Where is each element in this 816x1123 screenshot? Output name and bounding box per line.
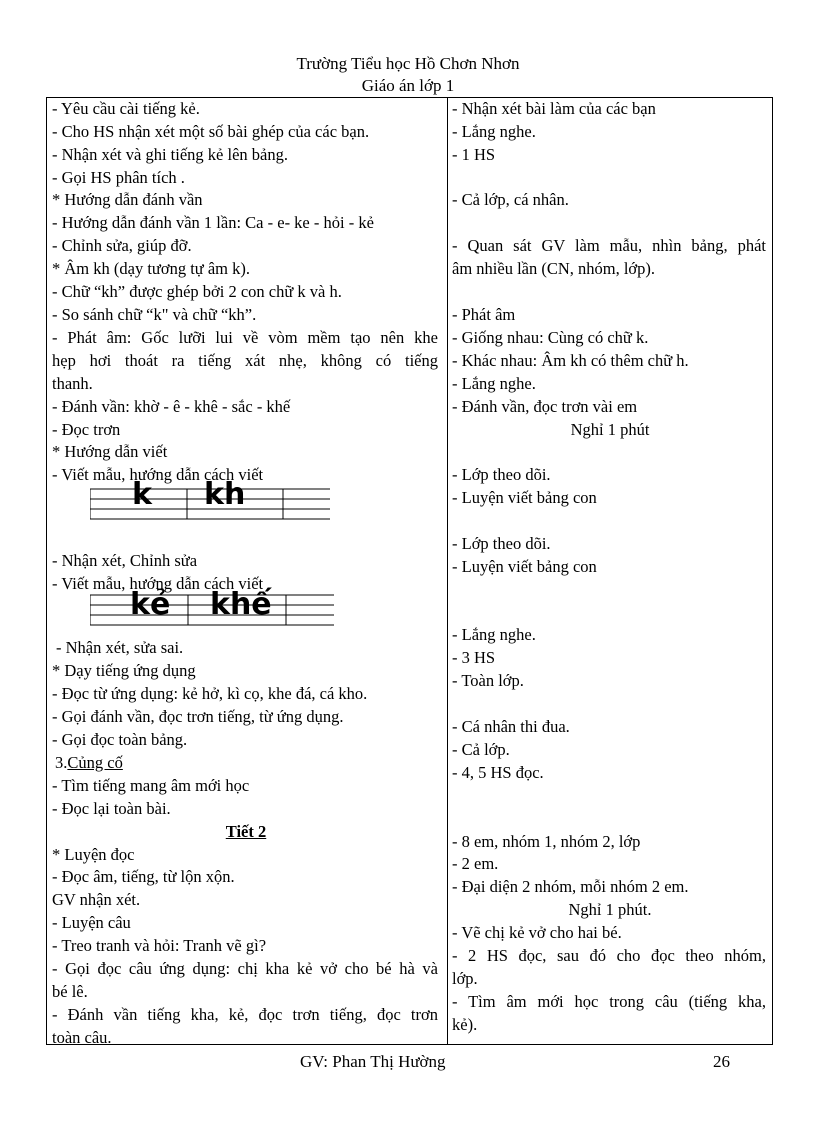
text-line: - Cho HS nhận xét một số bài ghép của các bạn. (52, 122, 370, 141)
school-name: Trường Tiểu học Hồ Chơn Nhơn (296, 54, 520, 73)
text-line: - Luyện viết bảng con (452, 488, 597, 507)
text-line: - 2 HS đọc, sau đó cho đọc theo nhóm, (452, 946, 766, 965)
text-line: - 1 HS (452, 145, 496, 164)
text-line: - Yêu cầu cài tiếng kẻ. (52, 99, 200, 118)
text-line: - Viết mẫu, hướng dẫn cách viết (52, 574, 264, 593)
text-line: - Đọc âm, tiếng, từ lộn xộn. (52, 867, 235, 886)
text-line: * Âm kh (dạy tương tự âm k). (52, 259, 250, 278)
text-line: - Phát âm (452, 305, 516, 324)
text-line: - So sánh chữ “k" và chữ “kh”. (52, 305, 257, 324)
text-line: - Gọi đọc câu ứng dụng: chị kha kẻ vở cho bé hà và (52, 959, 438, 978)
text-line: - Đọc trơn (52, 420, 121, 439)
text-line: âm nhiều lần (CN, nhóm, lớp). (452, 259, 656, 278)
text-line: kẻ). (452, 1015, 478, 1034)
text-line: hẹp hơi thoát ra tiếng xát nhẹ, không có tiếng (52, 351, 438, 370)
break-note: Nghỉ 1 phút (570, 420, 650, 439)
text-line: - 4, 5 HS đọc. (452, 763, 544, 782)
sample-word: khế (210, 587, 272, 622)
period-heading: Tiết 2 (225, 822, 267, 841)
text-line: - Nhận xét bài làm của các bạn (452, 99, 656, 118)
sample-letter: kh (204, 477, 246, 512)
text-line: - Tìm âm mới học trong câu (tiếng kha, (452, 992, 766, 1011)
text-line: thanh. (52, 374, 93, 393)
text-line: - Đọc lại toàn bài. (52, 799, 171, 818)
text-line: - Chữ “kh” được ghép bởi 2 con chữ k và h. (52, 282, 342, 301)
grade-title: Giáo án lớp 1 (361, 76, 455, 95)
text-line: - Nhận xét, Chỉnh sửa (52, 551, 198, 570)
text-line: - Hướng dẫn đánh vần 1 lần: Ca - e- ke - hỏi - kẻ (52, 213, 374, 232)
page-number: 26 (713, 1052, 730, 1071)
section-title: Củng cố (67, 753, 123, 772)
text-line: - Lắng nghe. (452, 122, 536, 141)
text-line: - Khác nhau: Âm kh có thêm chữ h. (452, 351, 689, 370)
text-line: - Luyện câu (52, 913, 131, 932)
text-line: - Đại diện 2 nhóm, mỗi nhóm 2 em. (452, 877, 689, 896)
text-line: - Tìm tiếng mang âm mới học (52, 776, 250, 795)
text-line: - Treo tranh và hỏi: Tranh vẽ gì? (52, 936, 267, 955)
text-line: * Luyện đọc (52, 845, 135, 864)
sample-letter: k (132, 477, 152, 512)
text-line: - Cá nhân thi đua. (452, 717, 570, 736)
text-line: - Lắng nghe. (452, 374, 536, 393)
text-line: - Gọi đánh vần, đọc trơn tiếng, từ ứng dụng. (52, 707, 344, 726)
text-line: GV nhận xét. (52, 890, 141, 909)
text-line: - Giống nhau: Cùng có chữ k. (452, 328, 649, 347)
sample-word: kẻ (130, 587, 171, 622)
text-line: - Viết mẫu, hướng dẫn cách viết (52, 465, 264, 484)
text-line: - Phát âm: Gốc lưỡi lui về vòm mềm tạo nên khe (52, 328, 438, 347)
text-line: - Cả lớp. (452, 740, 510, 759)
text-line: - Đánh vần: khờ - ê - khê - sắc - khế (52, 397, 291, 416)
text-line: - Toàn lớp. (452, 671, 524, 690)
text-line: toàn câu. (52, 1028, 112, 1047)
text-line: * Dạy tiếng ứng dụng (52, 661, 196, 680)
text-line: - Cả lớp, cá nhân. (452, 190, 569, 209)
text-line: lớp. (452, 969, 478, 988)
text-line: - Lớp theo dõi. (452, 534, 551, 553)
column-divider (447, 97, 448, 1045)
text-line: - Lớp theo dõi. (452, 465, 551, 484)
text-line: - Chỉnh sửa, giúp đỡ. (52, 236, 192, 255)
text-line: - Lắng nghe. (452, 625, 536, 644)
text-line: - Nhận xét, sửa sai. (56, 638, 184, 657)
text-line: - Vẽ chị kẻ vở cho hai bé. (452, 923, 622, 942)
text-line: - Đánh vần, đọc trơn vài em (452, 397, 638, 416)
text-line: - Quan sát GV làm mẫu, nhìn bảng, phát (452, 236, 766, 255)
text-line: bé lê. (52, 982, 88, 1001)
text-line: - Đọc từ ứng dụng: kẻ hở, kì cọ, khe đá, cá kho. (52, 684, 368, 703)
text-line: - 2 em. (452, 854, 499, 873)
text-line: * Hướng dẫn đánh vần (52, 190, 203, 209)
section-number: 3. (55, 753, 68, 772)
text-line: - Gọi đọc toàn bảng. (52, 730, 188, 749)
break-note: Nghỉ 1 phút. (568, 900, 652, 919)
text-line: - Đánh vần tiếng kha, kẻ, đọc trơn tiếng, đọc trơn (52, 1005, 438, 1024)
section-heading (55, 753, 123, 773)
text-line: - 8 em, nhóm 1, nhóm 2, lớp (452, 832, 641, 851)
text-line: - Luyện viết bảng con (452, 557, 597, 576)
text-line: - 3 HS (452, 648, 496, 667)
teacher-name: GV: Phan Thị Hường (300, 1052, 446, 1071)
text-line: * Hướng dẫn viết (52, 442, 168, 461)
text-line: - Nhận xét và ghi tiếng kẻ lên bảng. (52, 145, 288, 164)
text-line: - Gọi HS phân tích . (52, 168, 185, 187)
